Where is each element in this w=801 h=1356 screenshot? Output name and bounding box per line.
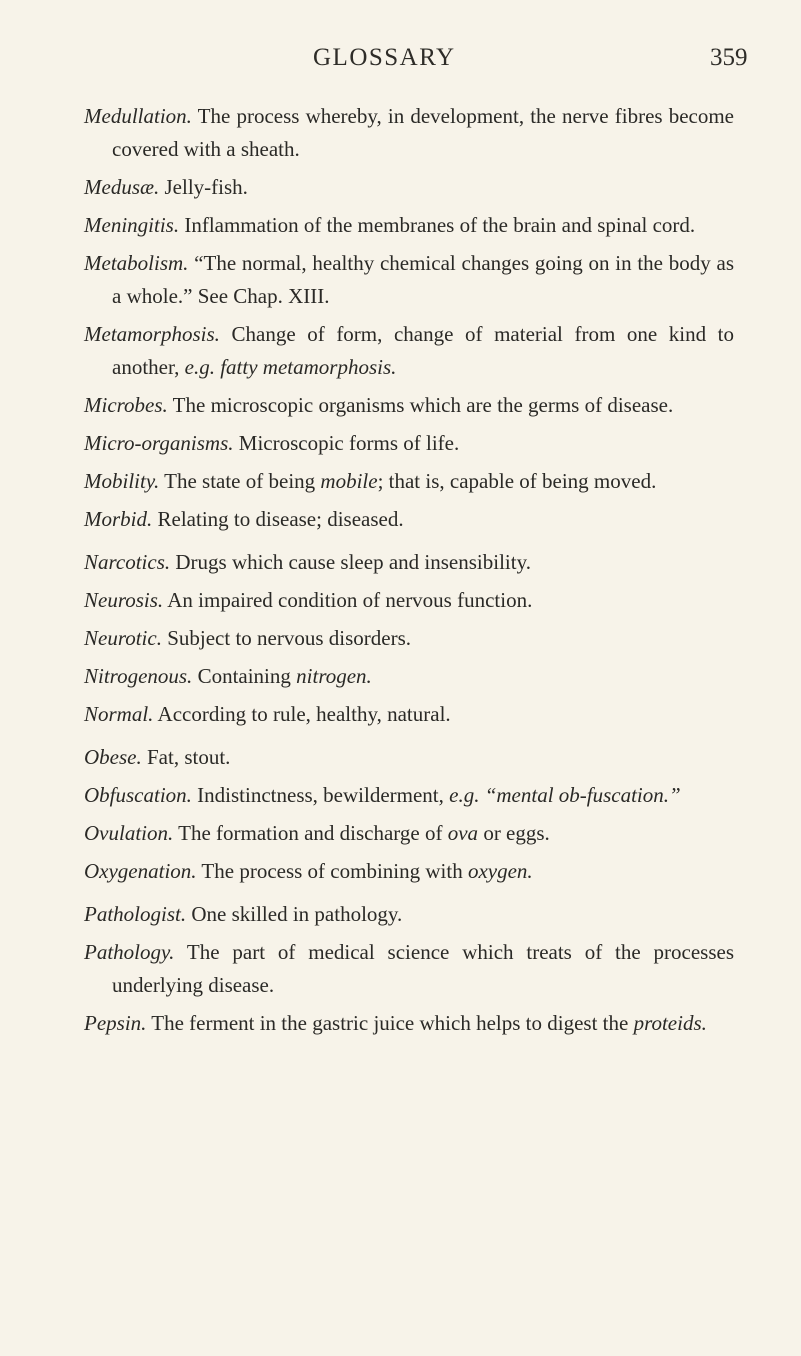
entry-definition <box>201 859 532 883</box>
definition-text: or eggs. <box>483 821 550 845</box>
glossary-entry-morbid <box>84 503 734 536</box>
definition-text: The state of being <box>164 469 316 493</box>
glossary-entry-nitrogenous <box>84 660 734 693</box>
glossary-entry-normal <box>84 698 734 731</box>
definition-italic: ova <box>447 821 479 845</box>
entry-term: Metamorphosis. <box>84 322 220 346</box>
definition-text: ; that is, capable of being moved. <box>377 469 657 493</box>
entry-definition: The microscopic organisms which are the germs of disease. <box>172 393 674 417</box>
entry-term: Obfuscation. <box>84 783 192 807</box>
entry-term: Microbes. <box>84 393 168 417</box>
definition-italic: e.g. fatty metamorphosis. <box>184 355 397 379</box>
entry-definition: Subject to nervous disorders. <box>167 626 412 650</box>
glossary-entry-medusae <box>84 171 734 204</box>
definition-italic: mobile <box>320 469 378 493</box>
glossary-entry-obfuscation <box>84 779 734 812</box>
entry-definition: Jelly-fish. <box>164 175 248 199</box>
entry-term: Pathology. <box>84 940 175 964</box>
entry-definition: One skilled in pathology. <box>191 902 403 926</box>
entry-term: Pathologist. <box>84 902 187 926</box>
entry-term: Medullation. <box>84 104 192 128</box>
definition-italic: e.g. “mental ob-fuscation.” <box>449 783 681 807</box>
entry-term: Obese. <box>84 745 142 769</box>
glossary-entry-pathology <box>84 936 734 1002</box>
glossary-entry-meningitis <box>84 209 734 242</box>
glossary-entry-microbes <box>84 389 734 422</box>
entry-term: Meningitis. <box>84 213 180 237</box>
entry-term: Oxygenation. <box>84 859 197 883</box>
definition-text: The formation and discharge of <box>178 821 443 845</box>
definition-text: The process of combining with <box>201 859 463 883</box>
glossary-entry-metamorphosis <box>84 318 734 384</box>
definition-text: The ferment in the gastric juice which helps to digest the <box>151 1011 629 1035</box>
page-header <box>0 44 801 84</box>
definition-italic: proteids. <box>633 1011 707 1035</box>
entry-term: Narcotics. <box>84 550 171 574</box>
entry-definition: An impaired condition of nervous function. <box>167 588 533 612</box>
entry-definition: According to rule, healthy, natural. <box>157 702 451 726</box>
glossary-entry-neurosis <box>84 584 734 617</box>
entry-definition: Inflammation of the membranes of the brain and spinal cord. <box>184 213 696 237</box>
glossary-entry-pathologist <box>84 898 734 931</box>
entry-definition: Fat, stout. <box>146 745 231 769</box>
entry-term: Mobility. <box>84 469 160 493</box>
entry-definition <box>151 1011 707 1035</box>
glossary-entry-ovulation <box>84 817 734 850</box>
entry-term: Neurotic. <box>84 626 162 650</box>
entry-definition: Relating to disease; diseased. <box>157 507 404 531</box>
running-head: GLOSSARY <box>313 44 456 71</box>
page-number: 359 <box>710 44 748 71</box>
entry-definition: The part of medical science which treats of the processes underlying disease. <box>112 940 735 997</box>
glossary-entry-metabolism <box>84 247 734 313</box>
definition-italic: nitrogen. <box>296 664 372 688</box>
entry-term: Normal. <box>84 702 154 726</box>
entry-definition <box>197 783 681 807</box>
glossary-entry-narcotics <box>84 546 734 579</box>
entry-definition <box>164 469 656 493</box>
entry-term: Medusæ. <box>84 175 160 199</box>
glossary-entries <box>84 100 734 1045</box>
glossary-entry-neurotic <box>84 622 734 655</box>
entry-term: Nitrogenous. <box>84 664 193 688</box>
entry-definition: Drugs which cause sleep and insensibility. <box>175 550 531 574</box>
entry-term: Pepsin. <box>84 1011 147 1035</box>
entry-term: Ovulation. <box>84 821 174 845</box>
glossary-entry-medullation <box>84 100 734 166</box>
entry-definition <box>178 821 550 845</box>
entry-term: Neurosis. <box>84 588 164 612</box>
glossary-entry-obese <box>84 741 734 774</box>
glossary-entry-mobility <box>84 465 734 498</box>
entry-definition: The process whereby, in development, the nerve fibres become covered with a sheath. <box>112 104 735 161</box>
glossary-entry-pepsin <box>84 1007 734 1040</box>
entry-definition <box>198 664 372 688</box>
entry-term: Metabolism. <box>84 251 189 275</box>
glossary-entry-oxygenation <box>84 855 734 888</box>
definition-italic: oxygen. <box>467 859 533 883</box>
definition-text: Change of form, change of material from one kind to another, <box>112 322 735 379</box>
entry-term: Micro-organisms. <box>84 431 234 455</box>
definition-text: Containing <box>197 664 291 688</box>
glossary-entry-micro-organisms <box>84 427 734 460</box>
definition-text: Indistinctness, bewilderment, <box>197 783 444 807</box>
entry-definition: “The normal, healthy chemical changes going on in the body as a whole.” See Chap. XIII. <box>112 251 734 308</box>
entry-definition: Microscopic forms of life. <box>238 431 460 455</box>
entry-term: Morbid. <box>84 507 153 531</box>
